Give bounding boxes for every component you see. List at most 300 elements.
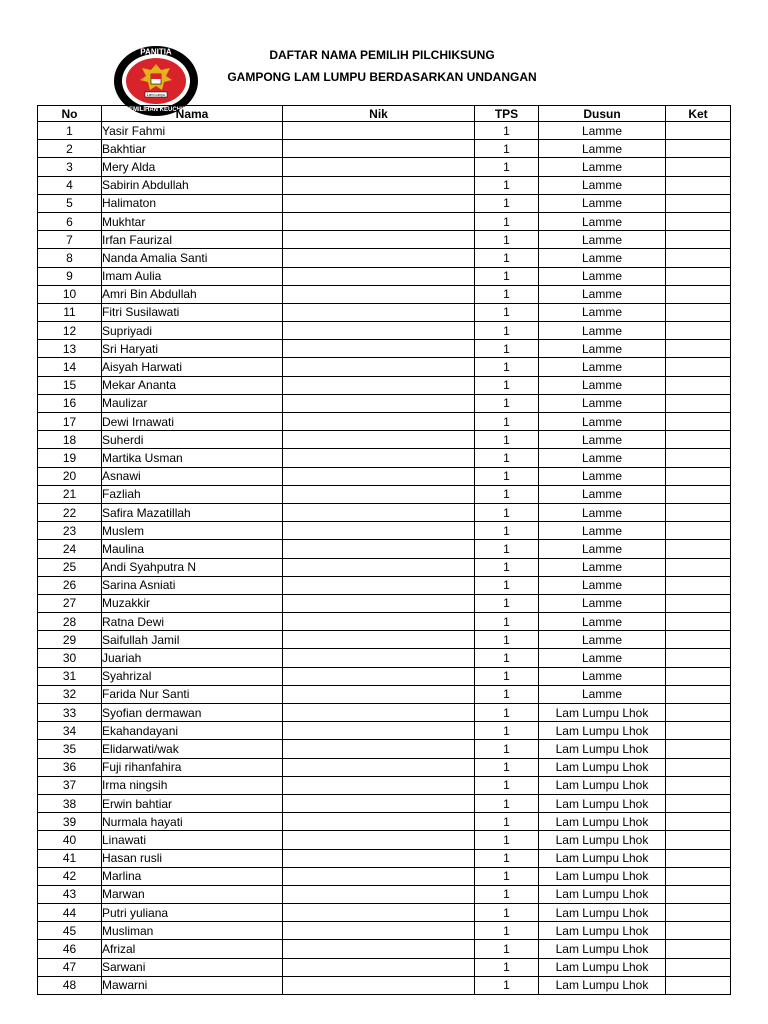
- cell-ket: [666, 267, 731, 285]
- cell-no: 13: [38, 340, 102, 358]
- logo-text-top: PANITIA: [140, 47, 172, 57]
- voter-table: [37, 105, 731, 995]
- cell-dusun: Lamme: [539, 685, 666, 703]
- cell-nik: [283, 740, 475, 758]
- cell-nik: [283, 285, 475, 303]
- cell-no: 26: [38, 576, 102, 594]
- cell-tps: 1: [475, 704, 539, 722]
- cell-dusun: Lamme: [539, 594, 666, 612]
- cell-nik: [283, 885, 475, 903]
- cell-nama: Elidarwati/wak: [102, 740, 283, 758]
- cell-no: 45: [38, 922, 102, 940]
- cell-no: 48: [38, 976, 102, 994]
- column-header-ket: Ket: [666, 106, 731, 122]
- cell-nik: [283, 158, 475, 176]
- table-row: [38, 940, 731, 958]
- table-row: [38, 776, 731, 794]
- cell-no: 31: [38, 667, 102, 685]
- cell-ket: [666, 740, 731, 758]
- cell-no: 46: [38, 940, 102, 958]
- column-header-nik: Nik: [283, 106, 475, 122]
- cell-nik: [283, 867, 475, 885]
- logo-text-bottom: PEMILIHAN KEUCHIK: [124, 107, 188, 113]
- cell-ket: [666, 758, 731, 776]
- cell-dusun: Lam Lumpu Lhok: [539, 704, 666, 722]
- table-row: [38, 231, 731, 249]
- cell-no: 6: [38, 212, 102, 230]
- cell-dusun: Lam Lumpu Lhok: [539, 813, 666, 831]
- cell-dusun: Lamme: [539, 322, 666, 340]
- table-row: [38, 394, 731, 412]
- cell-tps: 1: [475, 140, 539, 158]
- cell-dusun: Lamme: [539, 285, 666, 303]
- cell-nama: Marwan: [102, 885, 283, 903]
- cell-nik: [283, 685, 475, 703]
- table-row: [38, 558, 731, 576]
- cell-no: 30: [38, 649, 102, 667]
- cell-tps: 1: [475, 940, 539, 958]
- cell-nama: Halimaton: [102, 194, 283, 212]
- cell-ket: [666, 485, 731, 503]
- table-row: [38, 758, 731, 776]
- cell-ket: [666, 140, 731, 158]
- cell-nama: Safira Mazatillah: [102, 503, 283, 521]
- cell-nama: Fitri Susilawati: [102, 303, 283, 321]
- cell-no: 33: [38, 704, 102, 722]
- table-row: [38, 285, 731, 303]
- cell-no: 2: [38, 140, 102, 158]
- cell-dusun: Lamme: [539, 140, 666, 158]
- cell-nik: [283, 667, 475, 685]
- cell-nama: Dewi Irnawati: [102, 413, 283, 431]
- cell-tps: 1: [475, 394, 539, 412]
- cell-nama: Syahrizal: [102, 667, 283, 685]
- cell-no: 24: [38, 540, 102, 558]
- cell-dusun: Lam Lumpu Lhok: [539, 758, 666, 776]
- cell-tps: 1: [475, 503, 539, 521]
- column-header-dusun: Dusun: [539, 106, 666, 122]
- cell-nama: Afrizal: [102, 940, 283, 958]
- cell-nama: Juariah: [102, 649, 283, 667]
- cell-nik: [283, 140, 475, 158]
- table-row: [38, 740, 731, 758]
- cell-nik: [283, 904, 475, 922]
- cell-dusun: Lam Lumpu Lhok: [539, 831, 666, 849]
- cell-no: 12: [38, 322, 102, 340]
- cell-nik: [283, 976, 475, 994]
- cell-nama: Aisyah Harwati: [102, 358, 283, 376]
- cell-no: 14: [38, 358, 102, 376]
- cell-nama: Sarina Asniati: [102, 576, 283, 594]
- cell-nama: Mawarni: [102, 976, 283, 994]
- table-row: [38, 249, 731, 267]
- cell-ket: [666, 194, 731, 212]
- table-row: [38, 522, 731, 540]
- table-row: [38, 831, 731, 849]
- cell-nik: [283, 722, 475, 740]
- cell-tps: 1: [475, 176, 539, 194]
- cell-dusun: Lamme: [539, 231, 666, 249]
- cell-dusun: Lamme: [539, 376, 666, 394]
- cell-ket: [666, 340, 731, 358]
- table-row: [38, 594, 731, 612]
- cell-nik: [283, 485, 475, 503]
- cell-ket: [666, 940, 731, 958]
- cell-ket: [666, 431, 731, 449]
- cell-ket: [666, 867, 731, 885]
- cell-tps: 1: [475, 794, 539, 812]
- cell-no: 38: [38, 794, 102, 812]
- cell-ket: [666, 576, 731, 594]
- cell-ket: [666, 831, 731, 849]
- cell-no: 28: [38, 613, 102, 631]
- cell-nama: Sabirin Abdullah: [102, 176, 283, 194]
- table-row: [38, 613, 731, 631]
- cell-ket: [666, 449, 731, 467]
- cell-ket: [666, 922, 731, 940]
- cell-nama: Amri Bin Abdullah: [102, 285, 283, 303]
- cell-no: 16: [38, 394, 102, 412]
- cell-no: 29: [38, 631, 102, 649]
- cell-nik: [283, 303, 475, 321]
- cell-ket: [666, 303, 731, 321]
- cell-dusun: Lamme: [539, 558, 666, 576]
- table-row: [38, 813, 731, 831]
- cell-ket: [666, 285, 731, 303]
- cell-ket: [666, 322, 731, 340]
- cell-no: 9: [38, 267, 102, 285]
- cell-no: 27: [38, 594, 102, 612]
- cell-tps: 1: [475, 431, 539, 449]
- cell-dusun: Lamme: [539, 467, 666, 485]
- cell-nik: [283, 613, 475, 631]
- table-row: [38, 867, 731, 885]
- cell-ket: [666, 631, 731, 649]
- cell-no: 34: [38, 722, 102, 740]
- cell-ket: [666, 976, 731, 994]
- cell-no: 41: [38, 849, 102, 867]
- cell-nik: [283, 631, 475, 649]
- table-row: [38, 885, 731, 903]
- document-title-line1: DAFTAR NAMA PEMILIH PILCHIKSUNG: [269, 48, 495, 62]
- table-row: [38, 267, 731, 285]
- cell-tps: 1: [475, 558, 539, 576]
- table-row: [38, 958, 731, 976]
- cell-tps: 1: [475, 813, 539, 831]
- logo-text-small: Lam Lumpu: [146, 93, 166, 97]
- cell-tps: 1: [475, 849, 539, 867]
- table-row: [38, 322, 731, 340]
- cell-nama: Ratna Dewi: [102, 613, 283, 631]
- cell-ket: [666, 813, 731, 831]
- cell-nama: Andi Syahputra N: [102, 558, 283, 576]
- cell-nik: [283, 522, 475, 540]
- cell-ket: [666, 249, 731, 267]
- cell-dusun: Lam Lumpu Lhok: [539, 904, 666, 922]
- cell-no: 5: [38, 194, 102, 212]
- cell-nik: [283, 758, 475, 776]
- cell-dusun: Lam Lumpu Lhok: [539, 958, 666, 976]
- cell-tps: 1: [475, 322, 539, 340]
- table-row: [38, 576, 731, 594]
- cell-nik: [283, 449, 475, 467]
- cell-nama: Muzakkir: [102, 594, 283, 612]
- cell-nik: [283, 322, 475, 340]
- cell-ket: [666, 522, 731, 540]
- cell-dusun: Lamme: [539, 522, 666, 540]
- cell-dusun: Lam Lumpu Lhok: [539, 722, 666, 740]
- cell-nik: [283, 794, 475, 812]
- cell-ket: [666, 885, 731, 903]
- table-row: [38, 904, 731, 922]
- cell-dusun: Lamme: [539, 212, 666, 230]
- cell-nama: Hasan rusli: [102, 849, 283, 867]
- cell-no: 37: [38, 776, 102, 794]
- cell-dusun: Lamme: [539, 485, 666, 503]
- cell-tps: 1: [475, 158, 539, 176]
- cell-nama: Saifullah Jamil: [102, 631, 283, 649]
- cell-no: 42: [38, 867, 102, 885]
- cell-nama: Ekahandayani: [102, 722, 283, 740]
- cell-nik: [283, 467, 475, 485]
- column-header-tps: TPS: [475, 106, 539, 122]
- cell-tps: 1: [475, 631, 539, 649]
- cell-nik: [283, 503, 475, 521]
- cell-tps: 1: [475, 267, 539, 285]
- cell-nama: Supriyadi: [102, 322, 283, 340]
- cell-dusun: Lamme: [539, 631, 666, 649]
- cell-dusun: Lamme: [539, 122, 666, 140]
- cell-tps: 1: [475, 249, 539, 267]
- table-row: [38, 922, 731, 940]
- cell-no: 7: [38, 231, 102, 249]
- table-row: [38, 158, 731, 176]
- cell-nik: [283, 176, 475, 194]
- cell-tps: 1: [475, 467, 539, 485]
- cell-tps: 1: [475, 122, 539, 140]
- cell-nik: [283, 958, 475, 976]
- cell-nama: Marlina: [102, 867, 283, 885]
- cell-ket: [666, 394, 731, 412]
- cell-dusun: Lamme: [539, 249, 666, 267]
- table-row: [38, 122, 731, 140]
- cell-no: 25: [38, 558, 102, 576]
- cell-nama: Erwin bahtiar: [102, 794, 283, 812]
- cell-dusun: Lamme: [539, 613, 666, 631]
- cell-nama: Syofian dermawan: [102, 704, 283, 722]
- cell-nik: [283, 776, 475, 794]
- cell-tps: 1: [475, 376, 539, 394]
- cell-nama: Mukhtar: [102, 212, 283, 230]
- cell-tps: 1: [475, 485, 539, 503]
- cell-nik: [283, 413, 475, 431]
- table-header-row: [38, 106, 731, 122]
- cell-nik: [283, 922, 475, 940]
- cell-nama: Sri Haryati: [102, 340, 283, 358]
- table-row: [38, 503, 731, 521]
- table-row: [38, 449, 731, 467]
- table-row: [38, 649, 731, 667]
- cell-nama: Maulizar: [102, 394, 283, 412]
- cell-nik: [283, 267, 475, 285]
- table-row: [38, 685, 731, 703]
- cell-nik: [283, 340, 475, 358]
- cell-nik: [283, 849, 475, 867]
- cell-ket: [666, 413, 731, 431]
- cell-nama: Irma ningsih: [102, 776, 283, 794]
- cell-tps: 1: [475, 776, 539, 794]
- cell-nik: [283, 831, 475, 849]
- cell-no: 20: [38, 467, 102, 485]
- cell-dusun: Lamme: [539, 503, 666, 521]
- cell-dusun: Lamme: [539, 158, 666, 176]
- cell-dusun: Lam Lumpu Lhok: [539, 740, 666, 758]
- cell-tps: 1: [475, 540, 539, 558]
- cell-nama: Asnawi: [102, 467, 283, 485]
- cell-nama: Mery Alda: [102, 158, 283, 176]
- cell-no: 43: [38, 885, 102, 903]
- column-header-no: No: [38, 106, 102, 122]
- document-title-line2: GAMPONG LAM LUMPU BERDASARKAN UNDANGAN: [227, 70, 537, 84]
- table-row: [38, 194, 731, 212]
- table-row: [38, 212, 731, 230]
- cell-ket: [666, 467, 731, 485]
- cell-nama: Nanda Amalia Santi: [102, 249, 283, 267]
- cell-nik: [283, 704, 475, 722]
- cell-nik: [283, 394, 475, 412]
- cell-nama: Muslem: [102, 522, 283, 540]
- cell-ket: [666, 685, 731, 703]
- cell-nik: [283, 594, 475, 612]
- cell-nik: [283, 576, 475, 594]
- cell-nama: Yasir Fahmi: [102, 122, 283, 140]
- cell-dusun: Lamme: [539, 340, 666, 358]
- cell-nama: Martika Usman: [102, 449, 283, 467]
- cell-nik: [283, 358, 475, 376]
- cell-tps: 1: [475, 594, 539, 612]
- cell-tps: 1: [475, 958, 539, 976]
- column-header-nama: Nama: [102, 106, 283, 122]
- cell-tps: 1: [475, 722, 539, 740]
- cell-dusun: Lam Lumpu Lhok: [539, 885, 666, 903]
- table-row: [38, 140, 731, 158]
- cell-no: 10: [38, 285, 102, 303]
- cell-ket: [666, 794, 731, 812]
- cell-nik: [283, 212, 475, 230]
- cell-nama: Linawati: [102, 831, 283, 849]
- cell-tps: 1: [475, 613, 539, 631]
- cell-nik: [283, 940, 475, 958]
- cell-no: 4: [38, 176, 102, 194]
- cell-ket: [666, 158, 731, 176]
- cell-tps: 1: [475, 867, 539, 885]
- cell-ket: [666, 358, 731, 376]
- table-row: [38, 467, 731, 485]
- cell-nik: [283, 376, 475, 394]
- table-row: [38, 849, 731, 867]
- cell-ket: [666, 376, 731, 394]
- cell-tps: 1: [475, 576, 539, 594]
- cell-tps: 1: [475, 685, 539, 703]
- table-row: [38, 340, 731, 358]
- cell-tps: 1: [475, 667, 539, 685]
- cell-dusun: Lam Lumpu Lhok: [539, 849, 666, 867]
- cell-no: 47: [38, 958, 102, 976]
- cell-nama: Mekar Ananta: [102, 376, 283, 394]
- cell-tps: 1: [475, 976, 539, 994]
- cell-dusun: Lam Lumpu Lhok: [539, 940, 666, 958]
- cell-dusun: Lamme: [539, 413, 666, 431]
- cell-tps: 1: [475, 885, 539, 903]
- cell-dusun: Lamme: [539, 267, 666, 285]
- cell-tps: 1: [475, 358, 539, 376]
- cell-nama: Sarwani: [102, 958, 283, 976]
- cell-dusun: Lam Lumpu Lhok: [539, 922, 666, 940]
- cell-tps: 1: [475, 522, 539, 540]
- cell-nik: [283, 813, 475, 831]
- table-row: [38, 376, 731, 394]
- cell-nik: [283, 649, 475, 667]
- cell-dusun: Lam Lumpu Lhok: [539, 794, 666, 812]
- cell-tps: 1: [475, 303, 539, 321]
- cell-nik: [283, 122, 475, 140]
- cell-nik: [283, 540, 475, 558]
- table-row: [38, 303, 731, 321]
- cell-no: 8: [38, 249, 102, 267]
- cell-tps: 1: [475, 758, 539, 776]
- cell-ket: [666, 904, 731, 922]
- cell-dusun: Lamme: [539, 449, 666, 467]
- cell-ket: [666, 704, 731, 722]
- cell-nama: Farida Nur Santi: [102, 685, 283, 703]
- cell-tps: 1: [475, 831, 539, 849]
- cell-no: 17: [38, 413, 102, 431]
- cell-nama: Fazliah: [102, 485, 283, 503]
- cell-nama: Musliman: [102, 922, 283, 940]
- cell-ket: [666, 558, 731, 576]
- cell-ket: [666, 503, 731, 521]
- cell-nik: [283, 194, 475, 212]
- cell-no: 11: [38, 303, 102, 321]
- cell-tps: 1: [475, 649, 539, 667]
- cell-tps: 1: [475, 194, 539, 212]
- cell-tps: 1: [475, 740, 539, 758]
- table-row: [38, 485, 731, 503]
- cell-no: 35: [38, 740, 102, 758]
- cell-nama: Maulina: [102, 540, 283, 558]
- cell-nama: Suherdi: [102, 431, 283, 449]
- cell-nama: Fuji rihanfahira: [102, 758, 283, 776]
- cell-ket: [666, 649, 731, 667]
- cell-ket: [666, 122, 731, 140]
- cell-nik: [283, 558, 475, 576]
- cell-ket: [666, 176, 731, 194]
- cell-ket: [666, 231, 731, 249]
- cell-nama: Imam Aulia: [102, 267, 283, 285]
- cell-dusun: Lamme: [539, 358, 666, 376]
- cell-dusun: Lamme: [539, 667, 666, 685]
- cell-tps: 1: [475, 413, 539, 431]
- cell-no: 40: [38, 831, 102, 849]
- cell-dusun: Lam Lumpu Lhok: [539, 867, 666, 885]
- cell-tps: 1: [475, 904, 539, 922]
- cell-ket: [666, 849, 731, 867]
- cell-dusun: Lamme: [539, 576, 666, 594]
- cell-no: 22: [38, 503, 102, 521]
- cell-dusun: Lamme: [539, 194, 666, 212]
- cell-no: 44: [38, 904, 102, 922]
- table-row: [38, 976, 731, 994]
